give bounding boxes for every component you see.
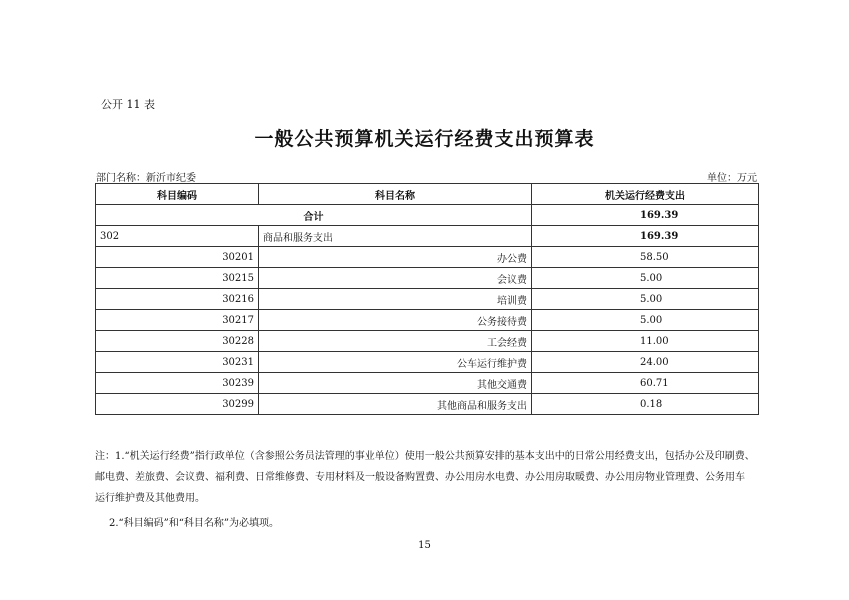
total-amount: 169.39 [532,205,759,226]
row-name: 公务接待费 [259,310,532,331]
row-code: 30239 [96,373,259,394]
table-row [96,373,759,394]
row-code: 30217 [96,310,259,331]
note-line: 2.“科目编码”和“科目名称”为必填项。 [109,518,279,529]
notes [95,446,760,534]
row-amount: 60.71 [532,373,759,394]
row-name: 其他交通费 [259,373,532,394]
total-label: 合计 [96,205,532,226]
row-name: 工会经费 [259,331,532,352]
table-row [96,289,759,310]
category-name: 商品和服务支出 [259,226,532,247]
row-name: 培训费 [259,289,532,310]
table-row [96,394,759,415]
row-amount: 5.00 [532,268,759,289]
document-title: 一般公共预算机关运行经费支出预算表 [254,128,595,150]
row-code: 30228 [96,331,259,352]
table-header-row [96,184,759,205]
table-row [96,247,759,268]
note-line: 邮电费、差旅费、会议费、福利费、日常维修费、专用材料及一般设备购置费、办公用房水电费、办公用房取暖费、办公用房物业管理费、公务用车 [95,472,745,483]
table-row [96,310,759,331]
unit-label: 单位：万元 [707,173,757,184]
row-name: 办公费 [259,247,532,268]
table-row [96,331,759,352]
note-line: 运行维护费及其他费用。 [95,493,205,504]
category-amount: 169.39 [532,226,759,247]
category-row [96,226,759,247]
row-code: 30216 [96,289,259,310]
row-amount: 24.00 [532,352,759,373]
row-code: 30231 [96,352,259,373]
row-name: 会议费 [259,268,532,289]
header-name: 科目名称 [259,184,532,205]
row-name: 公车运行维护费 [259,352,532,373]
table-row [96,352,759,373]
header-amount: 机关运行经费支出 [532,184,759,205]
row-amount: 11.00 [532,331,759,352]
page-number: 15 [418,540,431,551]
budget-table [95,183,759,415]
row-amount: 58.50 [532,247,759,268]
row-amount: 5.00 [532,310,759,331]
total-row [96,205,759,226]
table-row [96,268,759,289]
row-name: 其他商品和服务支出 [259,394,532,415]
page-label: 公开 11 表 [101,98,155,111]
department-name: 部门名称：新沂市纪委 [96,173,196,184]
note-line: 注：1.“机关运行经费”指行政单位（含参照公务员法管理的事业单位）使用一般公共预算安排的基本支出中的日常公用经费支出，包括办公及印刷费、 [95,451,755,462]
row-amount: 5.00 [532,289,759,310]
header-code: 科目编码 [96,184,259,205]
row-code: 30201 [96,247,259,268]
row-amount: 0.18 [532,394,759,415]
category-code: 302 [96,226,259,247]
row-code: 30299 [96,394,259,415]
row-code: 30215 [96,268,259,289]
